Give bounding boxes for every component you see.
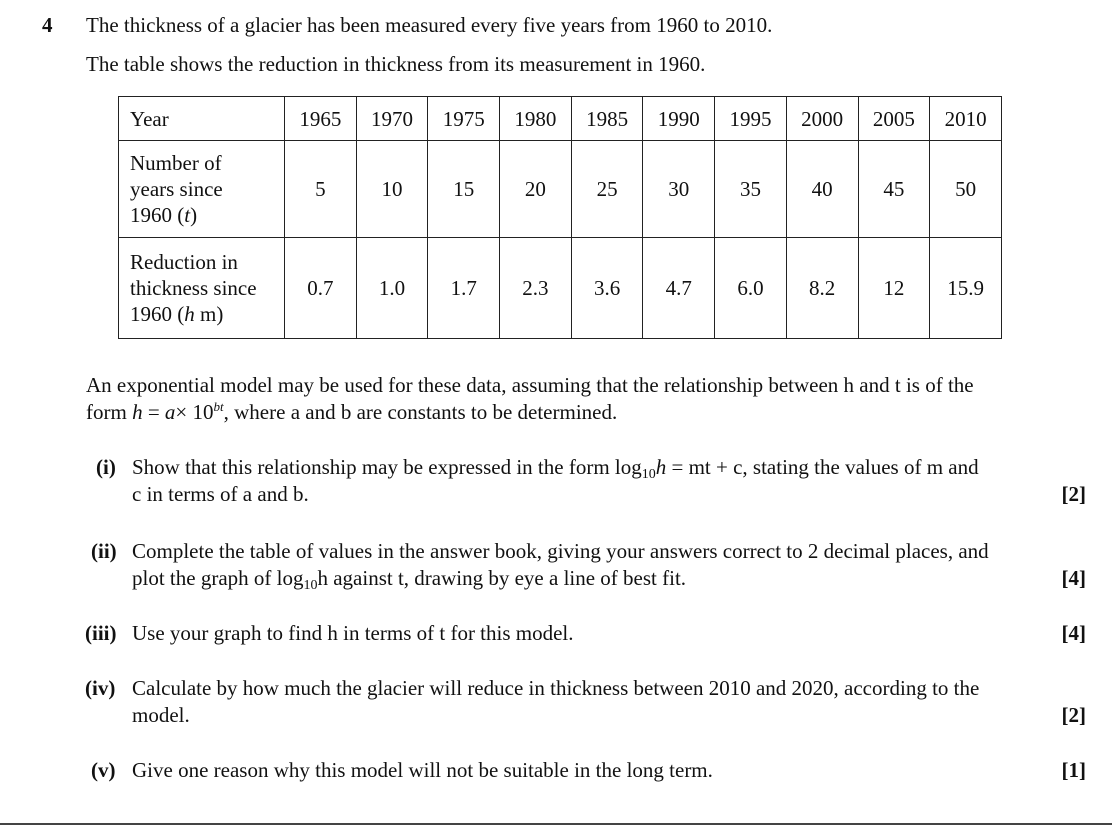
year-cell: 2010 <box>930 97 1002 141</box>
part-text-line-1: Show that this relationship may be expressed in the form $\log_{10}h$ = mt + c, stating the values of m and <box>132 455 979 482</box>
h-value-cell: 0.7 <box>285 238 357 339</box>
row-header-reduction: Reduction in thickness since 1960 (h m) <box>119 238 285 339</box>
model-line-1: An exponential model may be used for these data, assuming that the relationship between h and t is of the <box>86 373 974 397</box>
t-value-cell: 25 <box>571 141 643 238</box>
table-row-reduction <box>119 238 1002 339</box>
marks-label: [4] <box>1061 566 1086 590</box>
year-cell: 1970 <box>356 97 428 141</box>
t-value-cell: 40 <box>786 141 858 238</box>
year-cell: 2000 <box>786 97 858 141</box>
marks-label: [2] <box>1061 482 1086 506</box>
year-cell: 1985 <box>571 97 643 141</box>
question-intro-line-2: The table shows the reduction in thickness from its measurement in 1960. <box>86 52 706 76</box>
marks-label: [1] <box>1061 758 1086 782</box>
year-cell: 2005 <box>858 97 930 141</box>
part-text-line-1: Give one reason why this model will not be suitable in the long term. <box>132 758 713 782</box>
part-label: (ii) <box>91 539 117 563</box>
marks-label: [4] <box>1061 621 1086 645</box>
table-row-year <box>119 97 1002 141</box>
model-paragraph <box>86 372 1091 426</box>
part-text-line-2: plot the graph of $\log_{10}h$ against t, drawing by eye a line of best fit. <box>132 566 687 593</box>
part-text-line-2: c in terms of a and b. <box>132 482 309 506</box>
glacier-data-table <box>118 96 1002 339</box>
part-text-line-1: Complete the table of values in the answer book, giving your answers correct to 2 decimal places, and <box>132 539 989 563</box>
h-value-cell: 8.2 <box>786 238 858 339</box>
h-value-cell: 1.0 <box>356 238 428 339</box>
part-label: (v) <box>91 758 116 782</box>
year-cell: 1965 <box>285 97 357 141</box>
t-value-cell: 35 <box>715 141 787 238</box>
row-header-years-since: Number of years since 1960 (t) <box>119 141 285 238</box>
part-text-line-1: Use your graph to find h in terms of t for this model. <box>132 621 574 645</box>
part-label: (iv) <box>85 676 116 700</box>
t-value-cell: 50 <box>930 141 1002 238</box>
row-header-year: Year <box>119 97 285 141</box>
marks-label: [2] <box>1061 703 1086 727</box>
h-value-cell: 6.0 <box>715 238 787 339</box>
t-value-cell: 30 <box>643 141 715 238</box>
part-text-line-2: model. <box>132 703 190 727</box>
t-value-cell: 20 <box>500 141 572 238</box>
part-label: (i) <box>96 455 116 479</box>
part-label: (iii) <box>85 621 117 645</box>
t-value-cell: 10 <box>356 141 428 238</box>
year-cell: 1990 <box>643 97 715 141</box>
t-value-cell: 5 <box>285 141 357 238</box>
h-value-cell: 15.9 <box>930 238 1002 339</box>
t-value-cell: 45 <box>858 141 930 238</box>
year-cell: 1995 <box>715 97 787 141</box>
year-cell: 1980 <box>500 97 572 141</box>
t-value-cell: 15 <box>428 141 500 238</box>
question-intro-line-1: The thickness of a glacier has been measured every five years from 1960 to 2010. <box>86 13 773 37</box>
h-value-cell: 1.7 <box>428 238 500 339</box>
part-text-line-1: Calculate by how much the glacier will reduce in thickness between 2010 and 2020, according to the <box>132 676 980 700</box>
h-value-cell: 4.7 <box>643 238 715 339</box>
page-bottom-rule <box>0 823 1112 825</box>
h-value-cell: 3.6 <box>571 238 643 339</box>
model-line-2: form $h = a\times 10^{bt}$, where a and b are constants to be determined. <box>86 399 618 424</box>
year-cell: 1975 <box>428 97 500 141</box>
table-row-years-since <box>119 141 1002 238</box>
h-value-cell: 2.3 <box>500 238 572 339</box>
h-value-cell: 12 <box>858 238 930 339</box>
question-number: 4 <box>42 13 53 37</box>
